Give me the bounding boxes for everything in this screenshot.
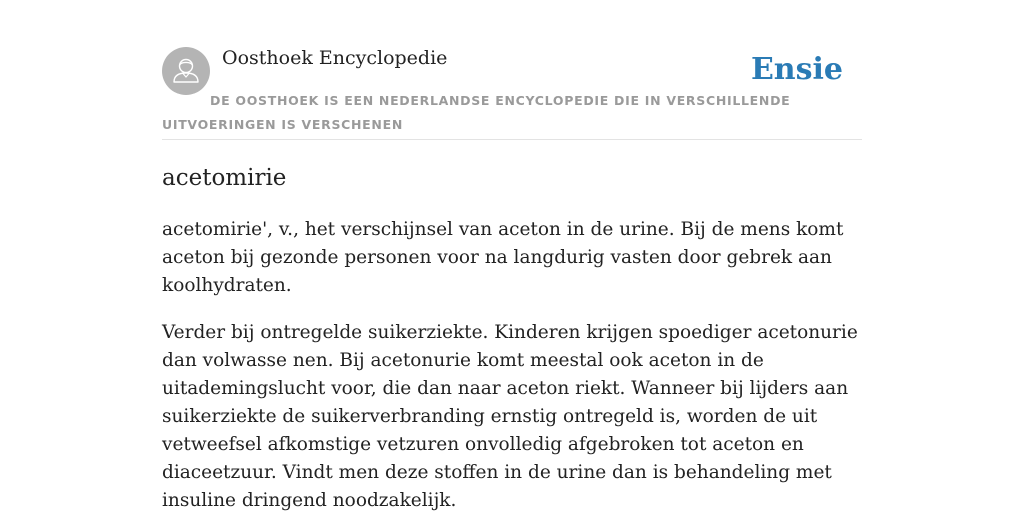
header-divider (162, 139, 862, 140)
avatar[interactable] (162, 47, 210, 95)
user-icon (162, 47, 210, 95)
entry-paragraph: Verder bij ontregelde suikerziekte. Kinderen krijgen spoediger acetonurie dan volwasse nen. Bij acetonurie komt meestal ook aceton in de uitademingslucht voor, die dan naar aceton riekt. Wanneer bij lijders aan suikerziekte de suikerverbranding ernstig ontregeld is, worden de uit vetweefsel afkomstige vetzuren onvolledig afgebroken tot aceton en diaceetzuur. Vindt men deze stoffen in de urine dan is behandeling met insuline dringend noodzakelijk. (162, 322, 858, 511)
page (162, 0, 862, 512)
brand-logo[interactable]: Ensie (750, 52, 843, 87)
source-title[interactable]: Oosthoek Encyclopedie (222, 47, 448, 69)
entry-body (162, 216, 862, 512)
entry-title: acetomirie (162, 165, 287, 191)
source-description: DE OOSTHOEK IS EEN NEDERLANDSE ENCYCLOPEDIE DIE IN VERSCHILLENDE UITVOERINGEN IS VERSCHENEN (162, 93, 791, 132)
entry-paragraph: acetomirie', v., het verschijnsel van aceton in de urine. Bij de mens komt aceton bij gezonde personen voor na langdurig vasten door gebrek aan koolhydraten. (162, 219, 844, 296)
